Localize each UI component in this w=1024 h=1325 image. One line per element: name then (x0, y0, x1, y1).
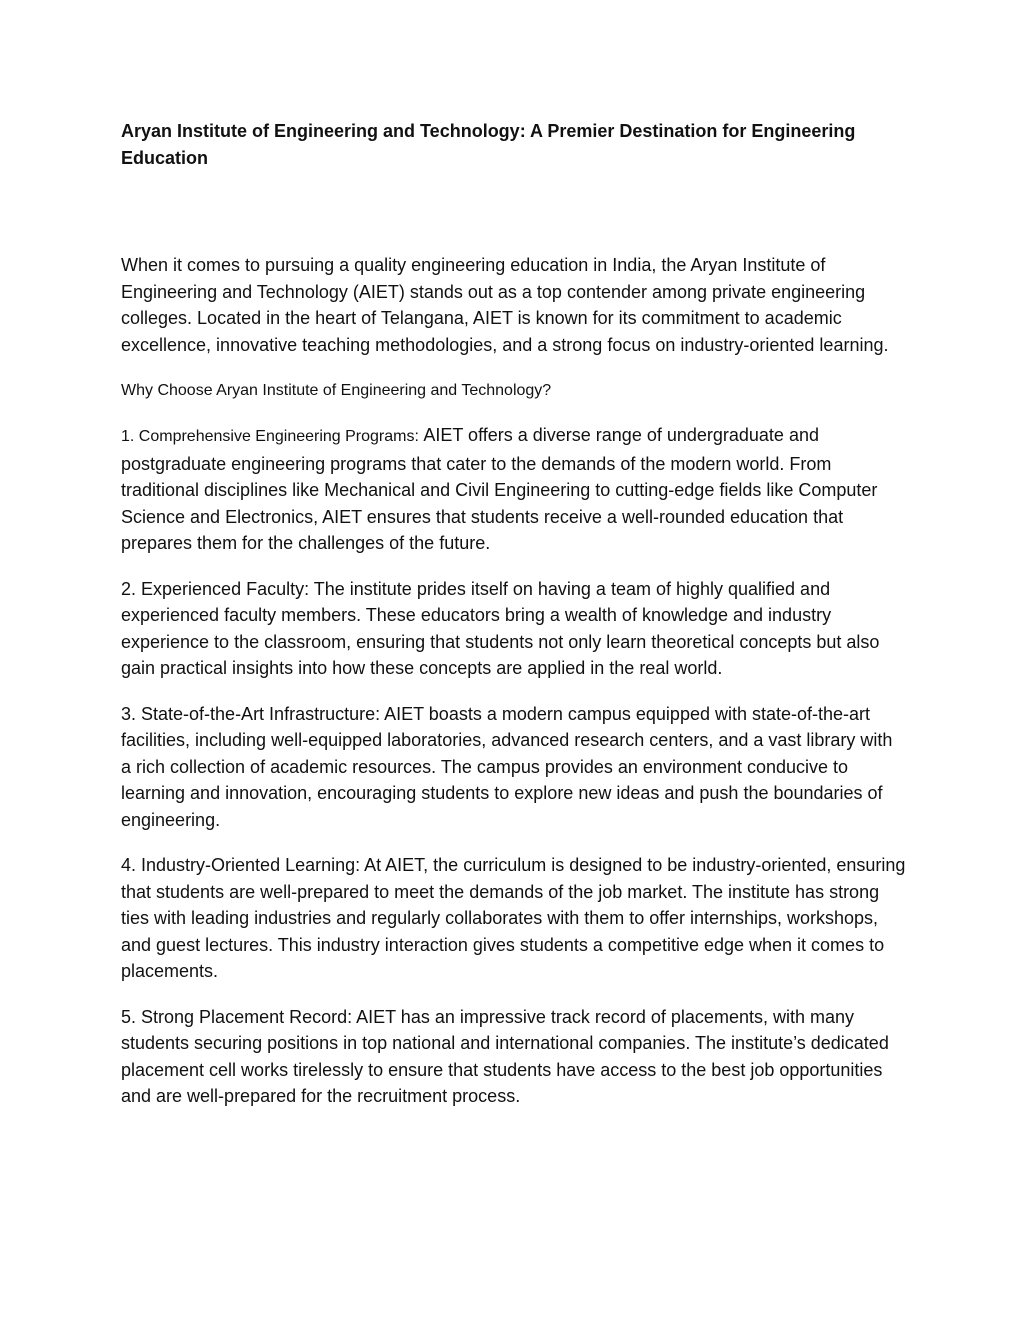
intro-paragraph: When it comes to pursuing a quality engineering education in India, the Aryan Institute of Engineering and Technology (AIET) stands out as a top contender among private engineering colleges. Located in the heart of Telangana, AIET is known for its commitment to academic excellence, innovative teaching methodologies, and a strong focus on industry-oriented learning. (121, 255, 889, 355)
document-page (121, 118, 906, 1110)
point-paragraph-3 (121, 701, 906, 834)
point-paragraph-1 (121, 422, 906, 557)
point-text-5: 5. Strong Placement Record: AIET has an impressive track record of placements, with many students securing positions in top national and international companies. The institute’s dedicated placement cell works tirelessly to ensure that students have access to the best job opportunities and are well-prepared for the recruitment process. (121, 1006, 889, 1106)
point-paragraph-2 (121, 576, 906, 682)
point-lead-1: 1. Comprehensive Engineering Programs: (121, 428, 424, 445)
point-text-2: 2. Experienced Faculty: The institute prides itself on having a team of highly qualified and experienced faculty members. These educators bring a wealth of knowledge and industry experience to the classroom, ensuring that students not only learn theoretical concepts but also gain practical insights into how these concepts are applied in the real world. (121, 578, 880, 678)
section-subheading: Why Choose Aryan Institute of Engineering and Technology? (121, 382, 552, 399)
point-text-4: 4. Industry-Oriented Learning: At AIET, the curriculum is designed to be industry-oriented, ensuring that students are well-prepared to meet the demands of the job market. The institute has strong ties with leading industries and regularly collaborates with them to offer internships, workshops, and guest lectures. This industry interaction gives students a competitive edge when it comes to placements. (121, 855, 906, 981)
point-paragraph-5 (121, 1004, 906, 1110)
document-title: Aryan Institute of Engineering and Technology: A Premier Destination for Engineering Education (121, 121, 856, 168)
point-paragraph-4 (121, 852, 906, 985)
point-text-3: 3. State-of-the-Art Infrastructure: AIET boasts a modern campus equipped with state-of-the-art facilities, including well-equipped laboratories, advanced research centers, and a vast library with a rich collection of academic resources. The campus provides an environment conducive to learning and innovation, encouraging students to explore new ideas and push the boundaries of engineering. (121, 703, 893, 830)
point-text-1: AIET offers a diverse range of undergraduate and postgraduate engineering programs that cater to the demands of the modern world. From traditional disciplines like Mechanical and Civil Engineering to cutting-edge fields like Computer Science and Electronics, AIET ensures that students receive a well-rounded education that prepares them for the challenges of the future. (121, 425, 878, 553)
